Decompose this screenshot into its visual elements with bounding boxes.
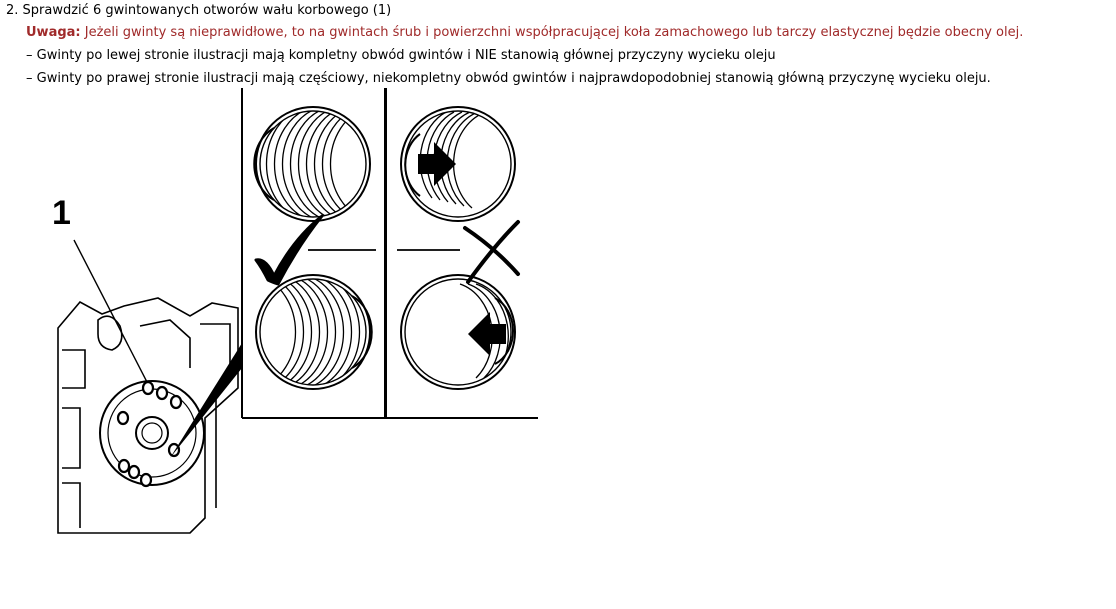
arrow-icon-2 (468, 312, 506, 356)
crankshaft-threads-illustration (40, 88, 560, 538)
step-instruction: 2. Sprawdzić 6 gwintowanych otworów wału korbowego (1) (6, 3, 392, 18)
thread-good-bottom (256, 275, 372, 389)
callout-label: 1 (52, 194, 71, 232)
bullet-right-threads: – Gwinty po prawej stronie ilustracji mają częściowy, niekompletny obwód gwintów i najprawdopodobniej stanowią główną przyczynę wycieku oleju. (26, 71, 991, 86)
bullet-left-threads: – Gwinty po lewej stronie ilustracji mają kompletny obwód gwintów i NIE stanowią głównej przyczyny wycieku oleju (26, 48, 776, 63)
thread-good-top (254, 107, 370, 221)
cross-icon (465, 222, 518, 282)
warning-label: Uwaga: (26, 25, 81, 40)
arrow-icon (418, 142, 456, 186)
warning-note (26, 24, 1023, 42)
warning-text: Jeżeli gwinty są nieprawidłowe, to na gwintach śrub i powierzchni współpracującej koła zamachowego lub tarczy elastycznej będzie obecny olej. (80, 25, 1024, 40)
